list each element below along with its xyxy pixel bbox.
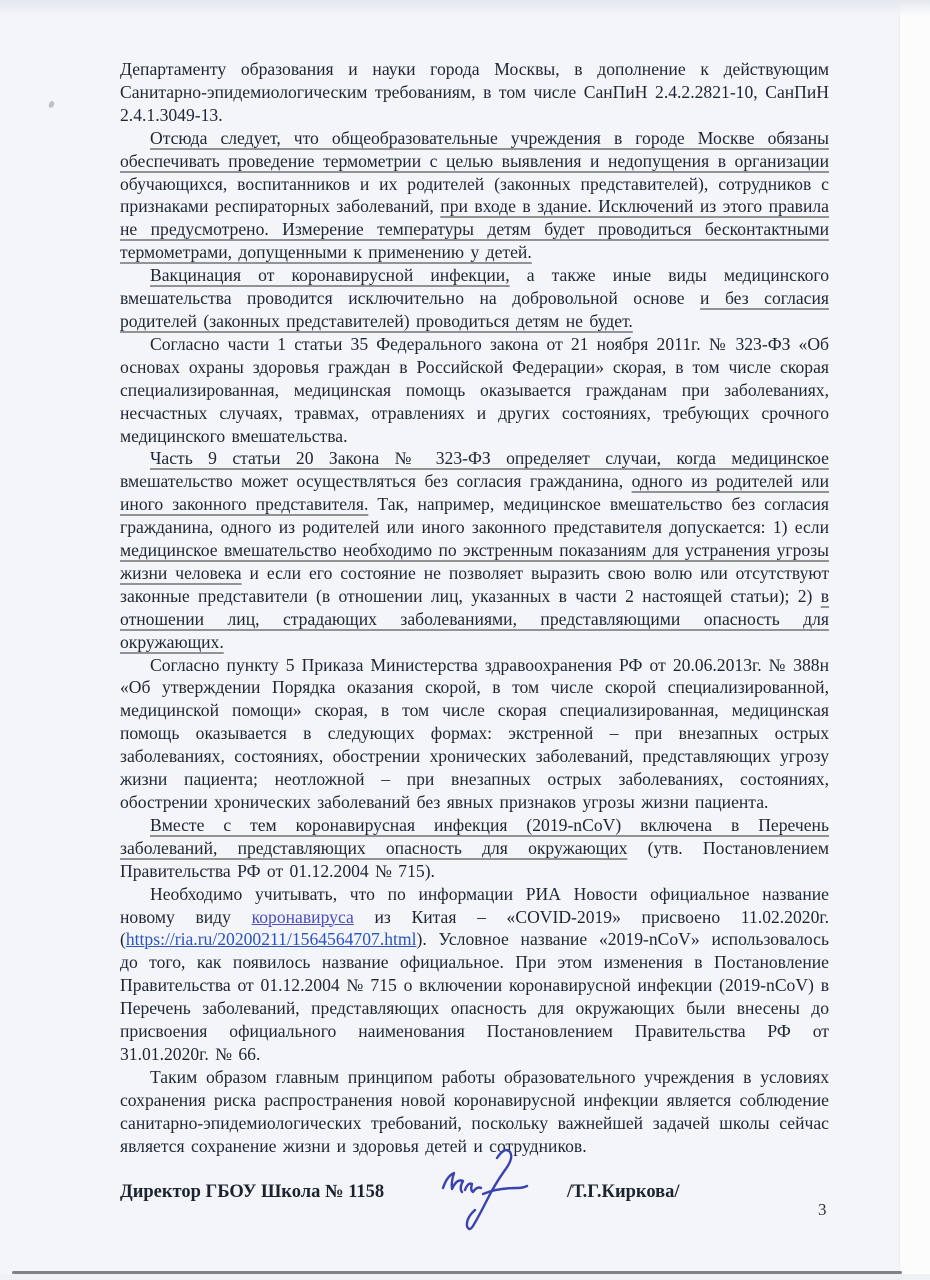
- paragraph: [120, 814, 829, 883]
- text-run: Таким образом главным принципом работы образовательного учреждения в условиях сохранения риска распространения новой коронавирусной инфекции является соблюдение санитарно-эпидемиологических требований, поскольку важнейшей задачей школы сейчас является сохранение жизни и здоровья детей и сотрудников.: [120, 1066, 829, 1156]
- underlined-text: в отношении лиц, страдающих заболеваниями, представляющими опасность для окружающих.: [120, 585, 829, 652]
- page-number: 3: [818, 1200, 827, 1219]
- text-run: Так, например, медицинское вмешательство без согласия гражданина, одного из родителей или иного законного представителя допускается: 1) если: [120, 494, 830, 538]
- underlined-text: Вакцинация от коронавирусной инфекции,: [150, 265, 510, 286]
- paragraph: [120, 264, 829, 333]
- director-name-label: /Т.Г.Киркова/: [567, 1182, 680, 1202]
- text-run: а также иные виды медицинского вмешательства проводится исключительно на добровольной основе: [120, 265, 829, 309]
- scan-top-edge: [0, 0, 930, 16]
- url-hyperlink[interactable]: https://ria.ru/20200211/1564564707.html: [125, 929, 417, 950]
- signature-block: [120, 1182, 829, 1262]
- scan-bottom-shadow-line: [12, 1271, 902, 1274]
- scan-right-edge: [899, 0, 930, 1280]
- text-run: ). Условное название «2019-nCoV» использовалось до того, как появилось название официальное. При этом изменения в Постановление Правительства от 01.12.2004 № 715 о включении коронавирусной инфекции (2019-nCoV) в Перечень заболеваний, представляющих опасность для окружающих были внесены до присвоения официального наименования Постановлением Правительства РФ от 31.01.2020г. № 66.: [120, 929, 829, 1064]
- handwritten-signature-icon: [435, 1142, 545, 1242]
- text-run: Необходимо учитывать, что по информации РИА Новости официальное название новому виду: [120, 883, 829, 927]
- text-run: Согласно пункту 5 Приказа Министерства здравоохранения РФ от 20.06.2013г. № 388н «Об утверждении Порядка оказания скорой, в том числе скорой специализированной, медицинской помощи» скорая, в том числе скорая специализированная, медицинская помощь оказывается в следующих формах: экстренной – при внезапных острых заболеваниях, состояниях, обострении хронических заболеваний, представляющих угрозу жизни пациента; неотложной – при внезапных острых заболеваниях, состояниях, обострении хронических заболеваний без явных признаков угрозы жизни пациента.: [120, 654, 829, 812]
- text-run: (утв. Постановлением Правительства РФ от 01.12.2004 № 715).: [120, 837, 829, 881]
- director-title-label: Директор ГБОУ Школа № 1158: [120, 1182, 385, 1202]
- underlined-text: и без согласия родителей (законных представителей) проводиться детям не будет.: [120, 288, 829, 331]
- word-hyperlink[interactable]: коронавируса: [251, 906, 354, 927]
- paragraph: [120, 333, 829, 448]
- text-run: обучающихся, воспитанников и их родителей (законных представителей), сотрудников с признаками респираторных заболеваний,: [120, 173, 829, 217]
- document-text: [120, 58, 829, 1158]
- paragraph: [120, 127, 829, 264]
- paragraph: [120, 883, 829, 1066]
- text-run: Согласно части 1 статьи 35 Федерального закона от 21 ноября 2011г. № 323-ФЗ «Об основах охраны здоровья граждан в Российской Федерации» скорая, в том числе скорая специализированная, медицинская помощь оказывается гражданам при заболеваниях, несчастных случаях, травмах, отравлениях и других состояниях, требующих срочного медицинского вмешательства.: [120, 333, 829, 446]
- underlined-text: медицинское вмешательство необходимо по экстренным показаниям для устранения угрозы жизни человека: [120, 540, 830, 583]
- paragraph: [120, 654, 829, 814]
- underlined-text: одного из родителей или иного законного представителя.: [120, 471, 830, 515]
- text-run: и если его состояние не позволяет выразить свою волю или отсутствуют законные представители (в отношении лиц, указанных в части 2 настоящей статьи); 2): [120, 562, 830, 606]
- text-run: Департаменту образования и науки города Москвы, в дополнение к действующим Санитарно-эпидемиологическим требованиям, в том числе СанПиН 2.4.2.2821-10, СанПиН 2.4.1.3049-13.: [120, 59, 829, 125]
- underlined-text: Отсюда следует, что общеобразовательные учреждения в городе Москве обязаны обеспечивать проведение термометрии с целью выявления и недопущения в организации: [120, 127, 829, 171]
- underlined-text: при входе в здание. Исключений из этого правила не предусмотрено. Измерение температуры детям будет проводиться бесконтактными термометрами, допущенными к применению у детей.: [120, 196, 829, 263]
- text-run: из Китая – «COVID-2019» присвоено 11.02.2020г. (: [120, 906, 830, 950]
- text-run: вмешательство может осуществляться без согласия гражданина,: [120, 471, 632, 492]
- scan-ink-speck: [48, 100, 55, 108]
- scan-bottom-edge: [0, 1274, 930, 1280]
- underlined-text: Вместе с тем коронавирусная инфекция (2019-nCoV) включена в Перечень заболеваний, представляющих опасность для окружающих: [120, 814, 829, 858]
- underlined-text: Часть 9 статьи 20 Закона № 323-ФЗ определяет случаи, когда медицинское: [150, 448, 829, 469]
- paragraph: [120, 447, 829, 653]
- paragraph: [120, 58, 829, 127]
